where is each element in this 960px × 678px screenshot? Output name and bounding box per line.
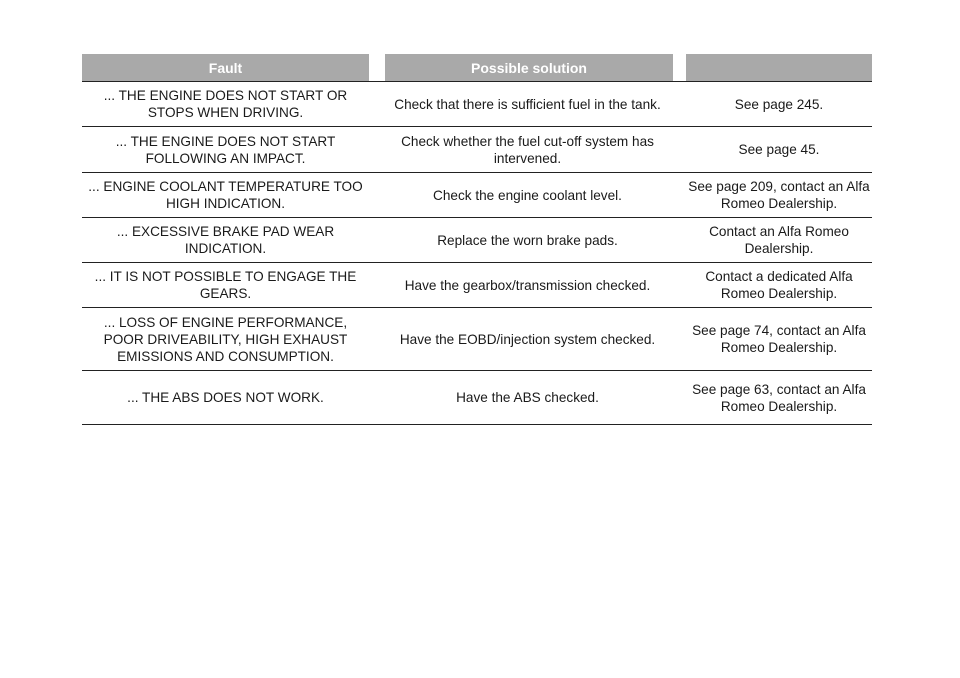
table-row — [82, 82, 872, 127]
solution-cell: Check the engine coolant level. — [433, 187, 622, 203]
solution-cell: Have the ABS checked. — [456, 390, 599, 405]
header-gap — [369, 54, 385, 81]
troubleshooting-table — [82, 54, 872, 425]
fault-cell: ... THE ENGINE DOES NOT START OR STOPS WHEN DRIVING. — [103, 88, 348, 120]
header-gap — [673, 54, 686, 81]
reference-cell: See page 45. — [738, 142, 820, 157]
table-row — [82, 127, 872, 173]
reference-cell: See page 74, contact an Alfa Romeo Dealership. — [692, 323, 866, 355]
solution-cell: Have the EOBD/injection system checked. — [399, 331, 656, 347]
table-row — [82, 371, 872, 425]
fault-cell: ... EXCESSIVE BRAKE PAD WEAR INDICATION. — [116, 224, 335, 256]
fault-cell: ... IT IS NOT POSSIBLE TO ENGAGE THE GEARS. — [94, 269, 357, 301]
fault-cell: ... THE ENGINE DOES NOT START FOLLOWING AN IMPACT. — [115, 133, 336, 166]
reference-cell: See page 63, contact an Alfa Romeo Dealership. — [692, 381, 866, 414]
fault-cell: ... THE ABS DOES NOT WORK. — [127, 390, 324, 405]
solution-cell: Have the gearbox/transmission checked. — [404, 277, 651, 293]
table-row — [82, 308, 872, 371]
reference-cell: Contact a dedicated Alfa Romeo Dealership. — [705, 269, 853, 301]
table-header — [82, 54, 872, 82]
reference-cell: Contact an Alfa Romeo Dealership. — [709, 224, 849, 256]
reference-cell: See page 209, contact an Alfa Romeo Dealership. — [688, 179, 870, 211]
table-row — [82, 263, 872, 308]
fault-cell: ... ENGINE COOLANT TEMPERATURE TOO HIGH INDICATION. — [88, 179, 363, 211]
reference-cell: See page 245. — [734, 96, 824, 112]
solution-cell: Check that there is sufficient fuel in the tank. — [394, 96, 661, 112]
solution-cell: Check whether the fuel cut-off system has intervened. — [401, 133, 654, 166]
header-fault: Fault — [82, 54, 369, 81]
header-reference — [686, 54, 872, 81]
table-row — [82, 218, 872, 263]
header-possible-solution: Possible solution — [385, 54, 673, 81]
fault-cell: ... LOSS OF ENGINE PERFORMANCE, POOR DRIVEABILITY, HIGH EXHAUST EMISSIONS AND CONSUMPTION. — [103, 314, 348, 364]
table-row — [82, 173, 872, 218]
solution-cell: Replace the worn brake pads. — [437, 232, 618, 248]
